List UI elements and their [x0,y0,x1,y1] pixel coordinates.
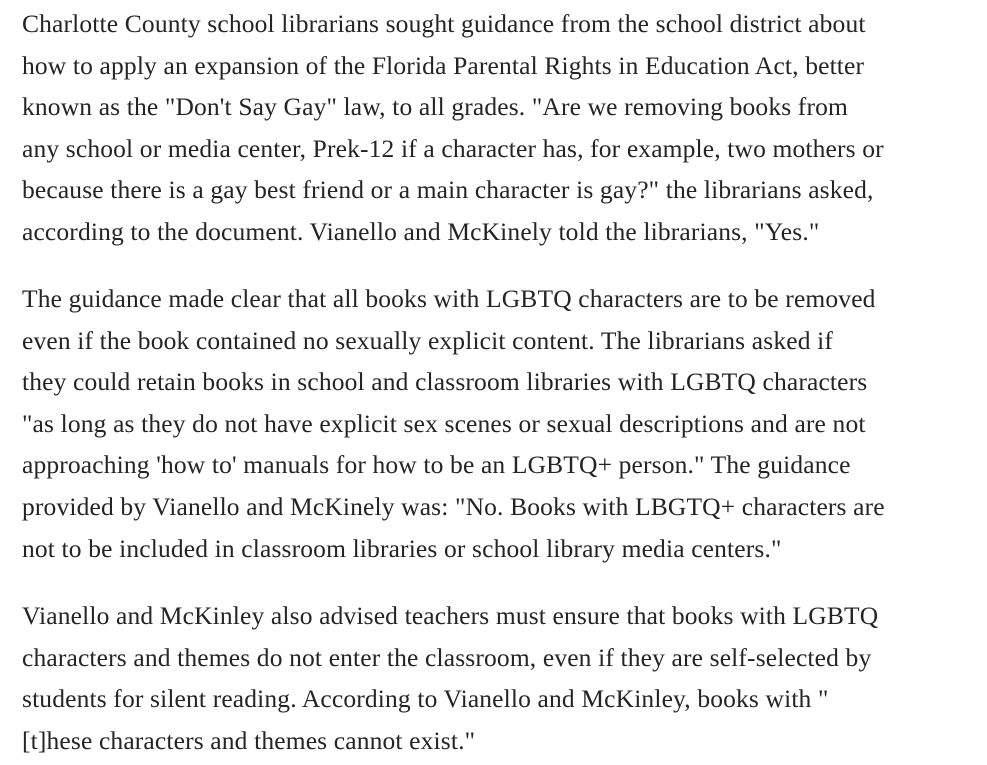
text-line: provided by Vianello and McKinely was: "No. Books with LBGTQ+ characters are [22,491,885,521]
text-line: any school or media center, Prek-12 if a character has, for example, two mothers or [22,133,884,163]
paragraph-2 [22,278,977,569]
text-line: characters and themes do not enter the classroom, even if they are self-selected by [22,642,872,672]
text-line: students for silent reading. According to Vianello and McKinley, books with " [22,684,829,714]
paragraph-1 [22,3,977,253]
text-line: not to be included in classroom libraries or school library media centers." [22,533,782,563]
paragraph-3 [22,595,977,761]
text-line: how to apply an expansion of the Florida Parental Rights in Education Act, better [22,50,865,80]
text-line: "as long as they do not have explicit sex scenes or sexual descriptions and are not [22,408,866,438]
text-line: known as the "Don't Say Gay" law, to all grades. "Are we removing books from [22,92,848,122]
text-line: according to the document. Vianello and McKinely told the librarians, "Yes." [22,216,820,246]
text-line: because there is a gay best friend or a main character is gay?" the librarians asked, [22,175,874,205]
text-line: Vianello and McKinley also advised teachers must ensure that books with LGBTQ [22,601,879,630]
text-line: Charlotte County school librarians sought guidance from the school district about [22,9,866,38]
text-line: approaching 'how to' manuals for how to be an LGBTQ+ person." The guidance [22,450,851,480]
text-line: even if the book contained no sexually explicit content. The librarians asked if [22,325,833,355]
text-line: The guidance made clear that all books with LGBTQ characters are to be removed [22,284,876,313]
text-line: they could retain books in school and classroom libraries with LGBTQ characters [22,367,868,397]
text-line: [t]hese characters and themes cannot exist." [22,725,476,755]
